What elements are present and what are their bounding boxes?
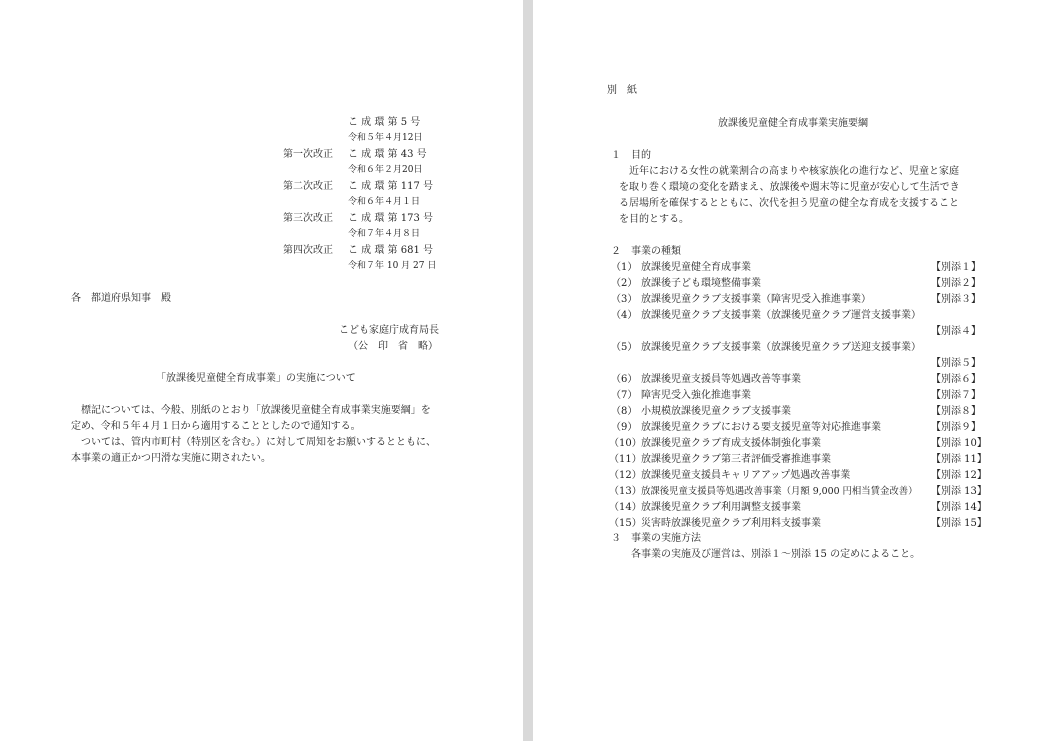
item-number: （2）	[611, 278, 638, 289]
section1-line-2: る居場所を確保するとともに、次代を担う児童の健全な育成を支援すること	[619, 198, 959, 209]
item-number: （13）	[609, 486, 642, 497]
page-gutter	[523, 0, 533, 741]
subject: 「放課後児童健全育成事業」の実施について	[156, 373, 356, 384]
revision-label-3: 第三次改正	[283, 213, 333, 224]
notice-number-4: こ 成 環 第 681 号	[348, 245, 433, 256]
item-reference: 【別添１】	[931, 262, 981, 273]
item-name: 放課後児童クラブ育成支援体制強化事業	[641, 438, 821, 449]
revision-label-4: 第四次改正	[283, 245, 333, 256]
right-page	[533, 0, 1058, 741]
revision-label-2: 第二次改正	[283, 181, 333, 192]
item-name: 放課後児童クラブ利用調整支援事業	[641, 502, 801, 513]
notice-date-1: 令和６年２月20日	[348, 165, 423, 175]
item-name: 放課後児童クラブ支援事業（障害児受入推進事業）	[641, 294, 871, 305]
item-reference: 【別添 15】	[931, 518, 987, 529]
item-reference: 【別添９】	[931, 422, 981, 433]
body-line-2: ついては、管内市町村（特別区を含む。）に対して周知をお願いするとともに、	[71, 437, 436, 448]
item-name: 放課後児童クラブ第三者評価受審推進事業	[641, 454, 831, 465]
item-reference: 【別添 14】	[931, 502, 987, 513]
section1-heading: １ 目的	[611, 150, 651, 161]
item-number: （1）	[611, 262, 638, 273]
item-number: （12）	[609, 470, 642, 481]
item-reference: 【別添 10】	[931, 438, 987, 449]
item-name: 放課後子ども環境整備事業	[641, 278, 761, 289]
item-reference: 【別添８】	[931, 406, 981, 417]
notice-date-2: 令和６年４月１日	[348, 197, 421, 207]
section1-line-0: 近年における女性の就業割合の高まりや核家族化の進行など、児童と家庭	[619, 166, 959, 177]
item-name: 障害児受入強化推進事業	[641, 390, 751, 401]
item-number: （8）	[611, 406, 638, 417]
notice-date-3: 令和７年４月８日	[348, 229, 421, 239]
document-title: 放課後児童健全育成事業実施要綱	[718, 118, 868, 129]
item-name: 放課後児童支援員等処遇改善事業（月額 9,000 円相当賃金改善）	[641, 486, 918, 497]
item-reference: 【別添６】	[931, 374, 981, 385]
section1-line-1: を取り巻く環境の変化を踏まえ、放課後や週末等に児童が安心して生活でき	[619, 182, 960, 193]
item-number: （15）	[609, 518, 642, 529]
item-number: （10）	[609, 438, 642, 449]
item-name: 放課後児童支援員等処遇改善等事業	[641, 374, 801, 385]
section2-heading: ２ 事業の種類	[611, 246, 681, 257]
item-number: （7）	[611, 390, 638, 401]
section3-heading: ３ 事業の実施方法	[611, 533, 701, 544]
notice-number-2: こ 成 環 第 117 号	[348, 181, 433, 192]
item-reference: 【別添 11】	[931, 454, 987, 465]
section3-text: 各事業の実施及び運営は、別添１～別添 15 の定めによること。	[621, 549, 921, 560]
item-reference: 【別添 13】	[931, 486, 987, 497]
notice-date-4: 令和７年 10 月 27 日	[348, 261, 437, 271]
seal-omitted: （公 印 省 略）	[348, 341, 438, 352]
body-line-1: 定め、令和５年４月１日から適用することとしたので通知する。	[71, 421, 361, 432]
left-page	[0, 0, 523, 741]
addressee: 各 都道府県知事 殿	[71, 293, 171, 304]
item-number: （11）	[609, 454, 642, 465]
body-line-3: 本事業の適正かつ円滑な実施に期されたい。	[71, 453, 271, 464]
notice-number-1: こ 成 環 第 43 号	[348, 149, 427, 160]
item-number: （14）	[609, 502, 642, 513]
item-number: （6）	[611, 374, 638, 385]
item-name: 放課後児童クラブ支援事業（放課後児童クラブ運営支援事業）	[641, 310, 921, 321]
sender: こども家庭庁成育局長	[339, 325, 439, 336]
item-reference: 【別添３】	[931, 294, 981, 305]
item-reference: 【別添４】	[931, 326, 981, 337]
notice-number-0: こ 成 環 第 5 号	[348, 117, 421, 128]
section1-line-3: を目的とする。	[619, 214, 689, 225]
revision-label-1: 第一次改正	[283, 149, 333, 160]
item-name: 災害時放課後児童クラブ利用料支援事業	[641, 518, 821, 529]
item-reference: 【別添 12】	[931, 470, 987, 481]
item-name: 放課後児童支援員キャリアアップ処遇改善事業	[641, 470, 851, 481]
item-number: （9）	[611, 422, 638, 433]
item-reference: 【別添７】	[931, 390, 981, 401]
item-name: 放課後児童クラブにおける要支援児童等対応推進事業	[641, 422, 881, 433]
item-name: 放課後児童クラブ支援事業（放課後児童クラブ送迎支援事業）	[641, 342, 921, 353]
item-reference: 【別添５】	[931, 358, 981, 369]
notice-date-0: 令和５年４月12日	[348, 133, 423, 143]
attachment-label: 別 紙	[607, 85, 637, 96]
item-number: （5）	[611, 342, 638, 353]
item-number: （4）	[611, 310, 638, 321]
item-reference: 【別添２】	[931, 278, 981, 289]
body-line-0: 標記については、今般、別紙のとおり「放課後児童健全育成事業実施要綱」を	[71, 405, 431, 416]
notice-number-3: こ 成 環 第 173 号	[348, 213, 433, 224]
item-number: （3）	[611, 294, 638, 305]
item-name: 小規模放課後児童クラブ支援事業	[641, 406, 791, 417]
item-name: 放課後児童健全育成事業	[641, 262, 751, 273]
